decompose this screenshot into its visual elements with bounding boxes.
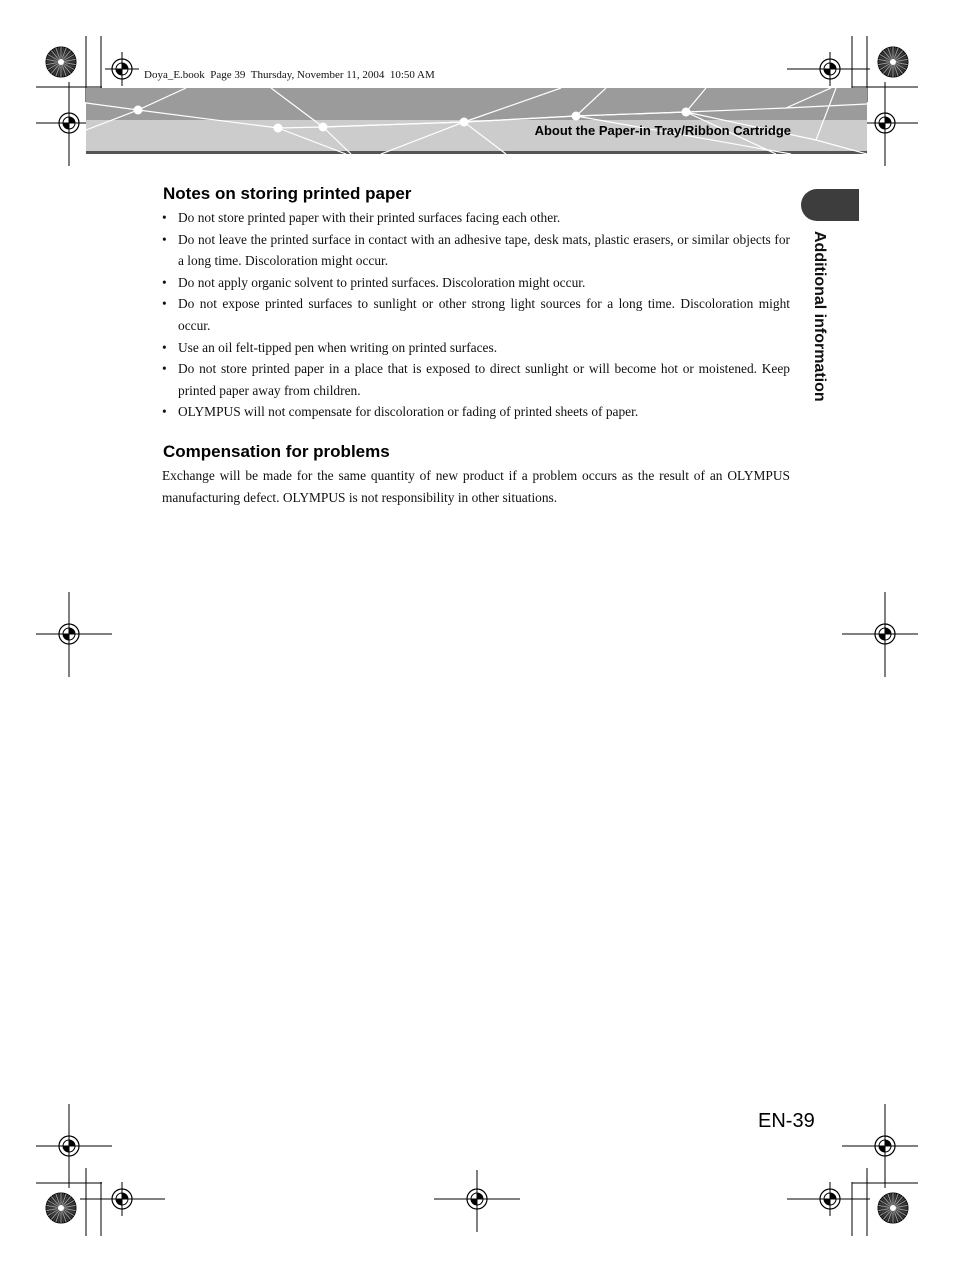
bullet-icon: • <box>162 404 167 420</box>
color-starburst-icon <box>46 47 76 77</box>
header-banner <box>86 88 867 154</box>
color-starburst-icon <box>46 1193 76 1223</box>
chapter-tab <box>801 189 859 221</box>
chapter-tab-label: Additional information <box>811 231 828 402</box>
section-heading-storing: Notes on storing printed paper <box>163 184 412 203</box>
list-item <box>162 358 790 401</box>
bullet-icon: • <box>162 339 167 355</box>
color-starburst-icon <box>878 1193 908 1223</box>
list-item-text: Do not leave the printed surface in contact with an adhesive tape, desk mats, plastic erasers, or similar objects for a long time. Discoloration might occur. <box>178 231 790 269</box>
list-item <box>162 272 790 294</box>
section-heading-compensation: Compensation for problems <box>163 442 390 461</box>
storing-notes-list <box>162 207 790 423</box>
list-item <box>162 293 790 336</box>
header-title: About the Paper-in Tray/Ribbon Cartridge <box>534 123 791 138</box>
list-item <box>162 229 790 272</box>
list-item-text: Do not apply organic solvent to printed surfaces. Discoloration might occur. <box>178 274 586 290</box>
list-item-text: Use an oil felt-tipped pen when writing on printed surfaces. <box>178 339 498 355</box>
bullet-icon: • <box>162 296 167 312</box>
list-item-text: Do not store printed paper with their printed surfaces facing each other. <box>178 210 561 225</box>
list-item <box>162 207 790 229</box>
registration-target-icon <box>105 52 139 86</box>
bullet-icon: • <box>162 361 167 377</box>
color-starburst-icon <box>878 47 908 77</box>
compensation-body: Exchange will be made for the same quantity of new product if a problem occurs as the result of an OLYMPUS manufacturing defect. OLYMPUS is not responsibility in other situations. <box>162 468 790 505</box>
list-item-text: Do not expose printed surfaces to sunlight or other strong light sources for a long time. Discoloration might occur. <box>178 296 790 333</box>
page-number: EN-39 <box>758 1110 815 1132</box>
bullet-icon: • <box>162 210 167 225</box>
list-item-text: Do not store printed paper in a place that is exposed to direct sunlight or will become hot or moistened. Keep printed paper away from children. <box>178 361 790 398</box>
list-item-text: OLYMPUS will not compensate for discoloration or fading of printed sheets of paper. <box>178 404 639 420</box>
print-slug: Doya_E.book Page 39 Thursday, November 11, 2004 10:50 AM <box>144 69 435 81</box>
bullet-icon: • <box>162 231 167 247</box>
bullet-icon: • <box>162 274 167 290</box>
list-item <box>162 337 790 359</box>
list-item <box>162 401 790 423</box>
